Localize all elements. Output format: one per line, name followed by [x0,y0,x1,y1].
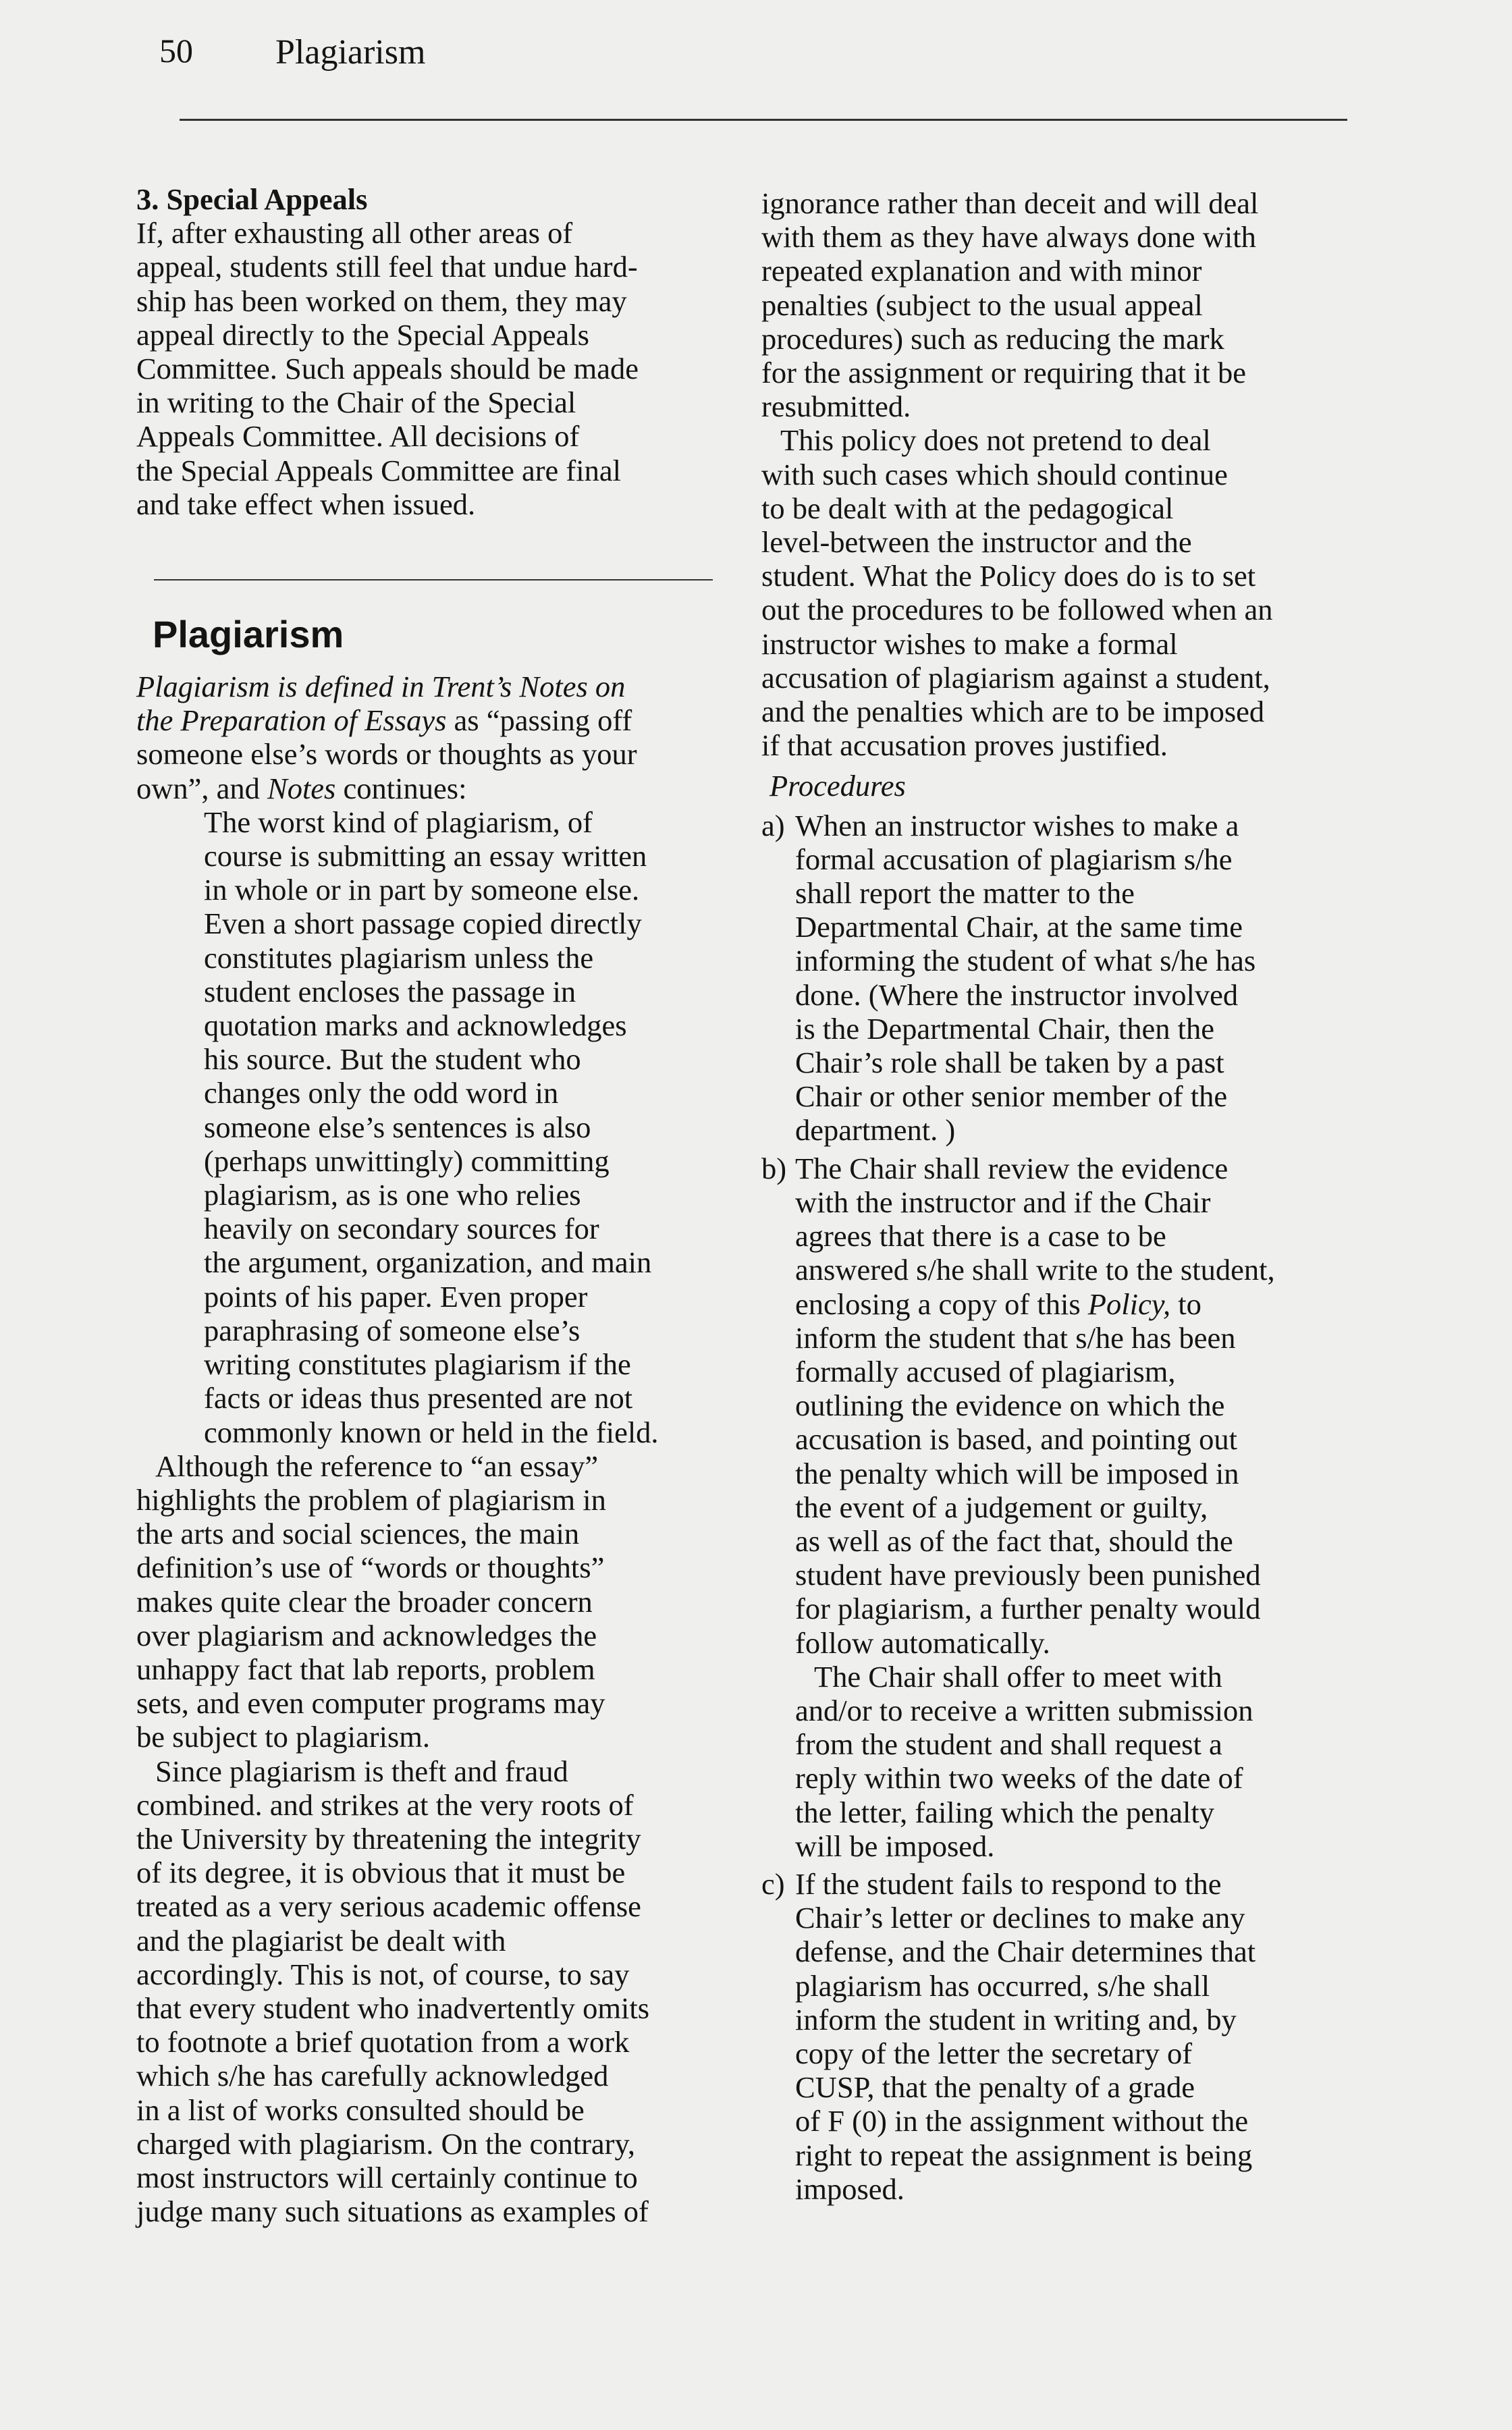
text-line: to be dealt with at the pedagogical [761,491,1174,525]
text-line: inform the student in writing and, by [795,2002,1237,2036]
text-line: and take effect when issued. [136,487,476,521]
text-line: most instructors will certainly continue to [136,2160,638,2194]
text-line: Chair or other senior member of the [795,1079,1228,1114]
text-line: Even a short passage copied directly [204,907,642,941]
text-line: student have previously been punished [795,1558,1261,1592]
text-line: instructor wishes to make a formal [761,626,1178,661]
procedure-item-a [761,809,1355,1148]
text-line: Chair’s role shall be taken by a past [795,1046,1224,1080]
text-line: is the Departmental Chair, then the [795,1011,1215,1046]
text-line: the arts and social sciences, the main [136,1517,580,1551]
text-line: accusation is based, and pointing out [795,1422,1238,1457]
text-line: level-between the instructor and the [761,525,1192,560]
text-line: judge many such situations as examples of [136,2194,649,2229]
item-b-line [795,1287,1275,1321]
text-line: CUSP, that the penalty of a grade [795,2070,1195,2105]
text-line: for the assignment or requiring that it be [761,356,1246,390]
item-b-paragraph-2 [795,1660,1275,1863]
item-marker: a) [761,808,785,842]
text-line: plagiarism, as is one who relies [204,1178,581,1212]
text-line: facts or ideas thus presented are not [204,1381,633,1415]
text-line: appeal directly to the Special Appeals [136,317,589,352]
notes-word: Notes [267,771,336,805]
paragraph-essay-reference [136,1449,730,1754]
section-divider [154,579,713,580]
item-b-text [795,1152,1275,1863]
text-line: Although the reference to “an essay” [155,1449,599,1483]
text-line: in whole or in part by someone else. [204,873,640,907]
definition-line [136,703,730,737]
text-line: The worst kind of plagiarism, of [204,805,593,839]
text-line: the Special Appeals Committee are final [136,453,621,487]
text-line: This policy does not pretend to deal [780,423,1211,458]
text-line: the University by threatening the integrity [136,1821,641,1856]
page-number: 50 [159,32,193,70]
running-title: Plagiarism [275,33,426,72]
text-line: from the student and shall request a [795,1727,1222,1762]
text-line: sets, and even computer programs may [136,1686,605,1721]
text-line: to footnote a brief quotation from a work [136,2025,630,2059]
continued-paragraph [761,186,1355,423]
text-line: ignorance rather than deceit and will deal [761,186,1259,220]
text-line: paraphrasing of someone else’s [204,1313,580,1347]
text-line: Committee. Such appeals should be made [136,352,639,386]
text-line: outlining the evidence on which the [795,1388,1225,1423]
text-line: writing constitutes plagiarism if the [204,1347,631,1382]
procedure-item-c [761,1867,1355,2206]
text-line: the letter, failing which the penalty [795,1795,1215,1829]
text-line: which s/he has carefully acknowledged [136,2059,609,2093]
text-line: and the penalties which are to be imposed [761,695,1265,729]
paragraph-theft-fraud [136,1754,730,2229]
text-line: and/or to receive a written submission [795,1693,1253,1727]
text-line: for plagiarism, a further penalty would [795,1592,1261,1626]
block-quote [136,805,730,1449]
text-line: imposed. [795,2171,905,2206]
text-line: changes only the odd word in [204,1076,559,1110]
header-rule [180,119,1347,121]
text-line: inform the student that s/he has been [795,1320,1236,1355]
text-line: Chair’s letter or declines to make any [795,1901,1245,1935]
text-line: treated as a very serious academic offense [136,1889,641,1924]
text-line: formal accusation of plagiarism s/he [795,842,1233,876]
item-c-text [795,1867,1256,2206]
text-line: with such cases which should continue [761,457,1228,491]
text-line: combined. and strikes at the very roots of [136,1787,634,1822]
text-line: charged with plagiarism. On the contrary, [136,2126,635,2161]
text-line: copy of the letter the secretary of [795,2036,1193,2070]
definition-text: own”, and [136,771,268,805]
definition-line: Plagiarism is defined in Trent’s Notes on [136,670,626,704]
text-line: if that accusation proves justified. [761,728,1168,763]
text-line: of F (0) in the assignment without the [795,2104,1249,2138]
definition-paragraph [136,670,730,805]
definition-text: as “passing off [446,703,632,738]
special-appeals-paragraph [136,216,730,521]
definition-line [136,772,730,805]
policy-paragraph [761,423,1355,762]
text-line: done. (Where the instructor involved [795,977,1239,1012]
text-line: of its degree, it is obvious that it must be [136,1856,626,1890]
text-line: accusation of plagiarism against a student, [761,660,1270,695]
text-line: the penalty which will be imposed in [795,1456,1239,1490]
text-line: highlights the problem of plagiarism in [136,1482,606,1517]
text-line: in a list of works consulted should be [136,2092,585,2127]
special-appeals-heading: 3. Special Appeals [136,182,368,216]
text-line: When an instructor wishes to make a [795,808,1239,842]
definition-text: continues: [335,771,467,805]
text-line: Departmental Chair, at the same time [795,910,1243,944]
text-line: agrees that there is a case to be [795,1219,1166,1253]
text-line: definition’s use of “words or thoughts” [136,1550,605,1585]
text-line: If, after exhausting all other areas of [136,216,573,250]
text-line: in writing to the Chair of the Special [136,385,576,420]
right-column [761,186,1355,2206]
text-line: penalties (subject to the usual appeal [761,288,1203,322]
policy-word: Policy, [1087,1287,1171,1321]
text-line: defense, and the Chair determines that [795,1935,1256,1969]
text-line: heavily on secondary sources for [204,1212,599,1246]
text-line: and the plagiarist be dealt with [136,1923,506,1958]
text-line: out the procedures to be followed when an [761,593,1273,627]
notes-title: the Preparation of Essays [136,703,447,738]
text-line: ship has been worked on them, they may [136,284,627,318]
text-line: follow automatically. [795,1625,1050,1660]
item-marker: b) [761,1151,787,1185]
text-line: someone else’s sentences is also [204,1110,591,1144]
text-line: his source. But the student who [204,1042,581,1077]
text-line: quotation marks and acknowledges [204,1008,627,1043]
item-b-text-span: to [1170,1287,1202,1321]
text-line: with the instructor and if the Chair [795,1185,1211,1219]
text-line: over plagiarism and acknowledges the [136,1618,597,1652]
text-line: right to repeat the assignment is being [795,2138,1253,2172]
text-line: (perhaps unwittingly) committing [204,1143,610,1178]
text-line: Appeals Committee. All decisions of [136,419,580,454]
text-line: answered s/he shall write to the student, [795,1253,1275,1287]
text-line: The Chair shall review the evidence [795,1151,1228,1185]
item-b-text-span: enclosing a copy of this [795,1287,1088,1321]
text-line: formally accused of plagiarism, [795,1354,1176,1388]
text-line: The Chair shall offer to meet with [814,1659,1222,1694]
text-line: shall report the matter to the [795,876,1135,911]
text-line: student encloses the passage in [204,974,576,1008]
procedure-item-b [761,1152,1355,1863]
text-line: appeal, students still feel that undue hard- [136,250,638,284]
text-line: student. What the Policy does do is to set [761,559,1256,593]
text-line: Since plagiarism is theft and fraud [155,1754,568,1788]
text-line: resubmitted. [761,389,911,424]
item-b-lines [795,1152,1275,1287]
text-line: department. ) [795,1113,956,1148]
left-column [136,182,730,2228]
text-line: constitutes plagiarism unless the [204,940,594,975]
text-line: be subject to plagiarism. [136,1720,431,1754]
text-line: repeated explanation and with minor [761,254,1202,288]
procedures-heading: Procedures [770,769,906,803]
text-line: with them as they have always done with [761,220,1256,254]
text-line: makes quite clear the broader concern [136,1584,593,1619]
text-line: will be imposed. [795,1829,995,1863]
text-line: course is submitting an essay written [204,839,647,873]
item-b-lines [795,1321,1275,1660]
text-line: the event of a judgement or guilty, [795,1490,1208,1524]
text-line: plagiarism has occurred, s/he shall [795,1968,1210,2003]
plagiarism-heading: Plagiarism [153,613,344,656]
text-line: reply within two weeks of the date of [795,1761,1243,1796]
text-line: informing the student of what s/he has [795,944,1256,978]
text-line: unhappy fact that lab reports, problem [136,1652,595,1686]
text-line: as well as of the fact that, should the [795,1523,1233,1558]
text-line: If the student fails to respond to the [795,1866,1222,1901]
definition-line: someone else’s words or thoughts as your [136,737,637,772]
item-a-text [795,809,1256,1148]
item-marker: c) [761,1866,785,1901]
text-line: commonly known or held in the field. [204,1415,659,1449]
text-line: points of his paper. Even proper [204,1279,588,1314]
text-line: accordingly. This is not, of course, to say [136,1957,630,1991]
text-line: procedures) such as reducing the mark [761,321,1224,356]
text-line: that every student who inadvertently omits [136,1991,650,2025]
text-line: the argument, organization, and main [204,1245,652,1280]
